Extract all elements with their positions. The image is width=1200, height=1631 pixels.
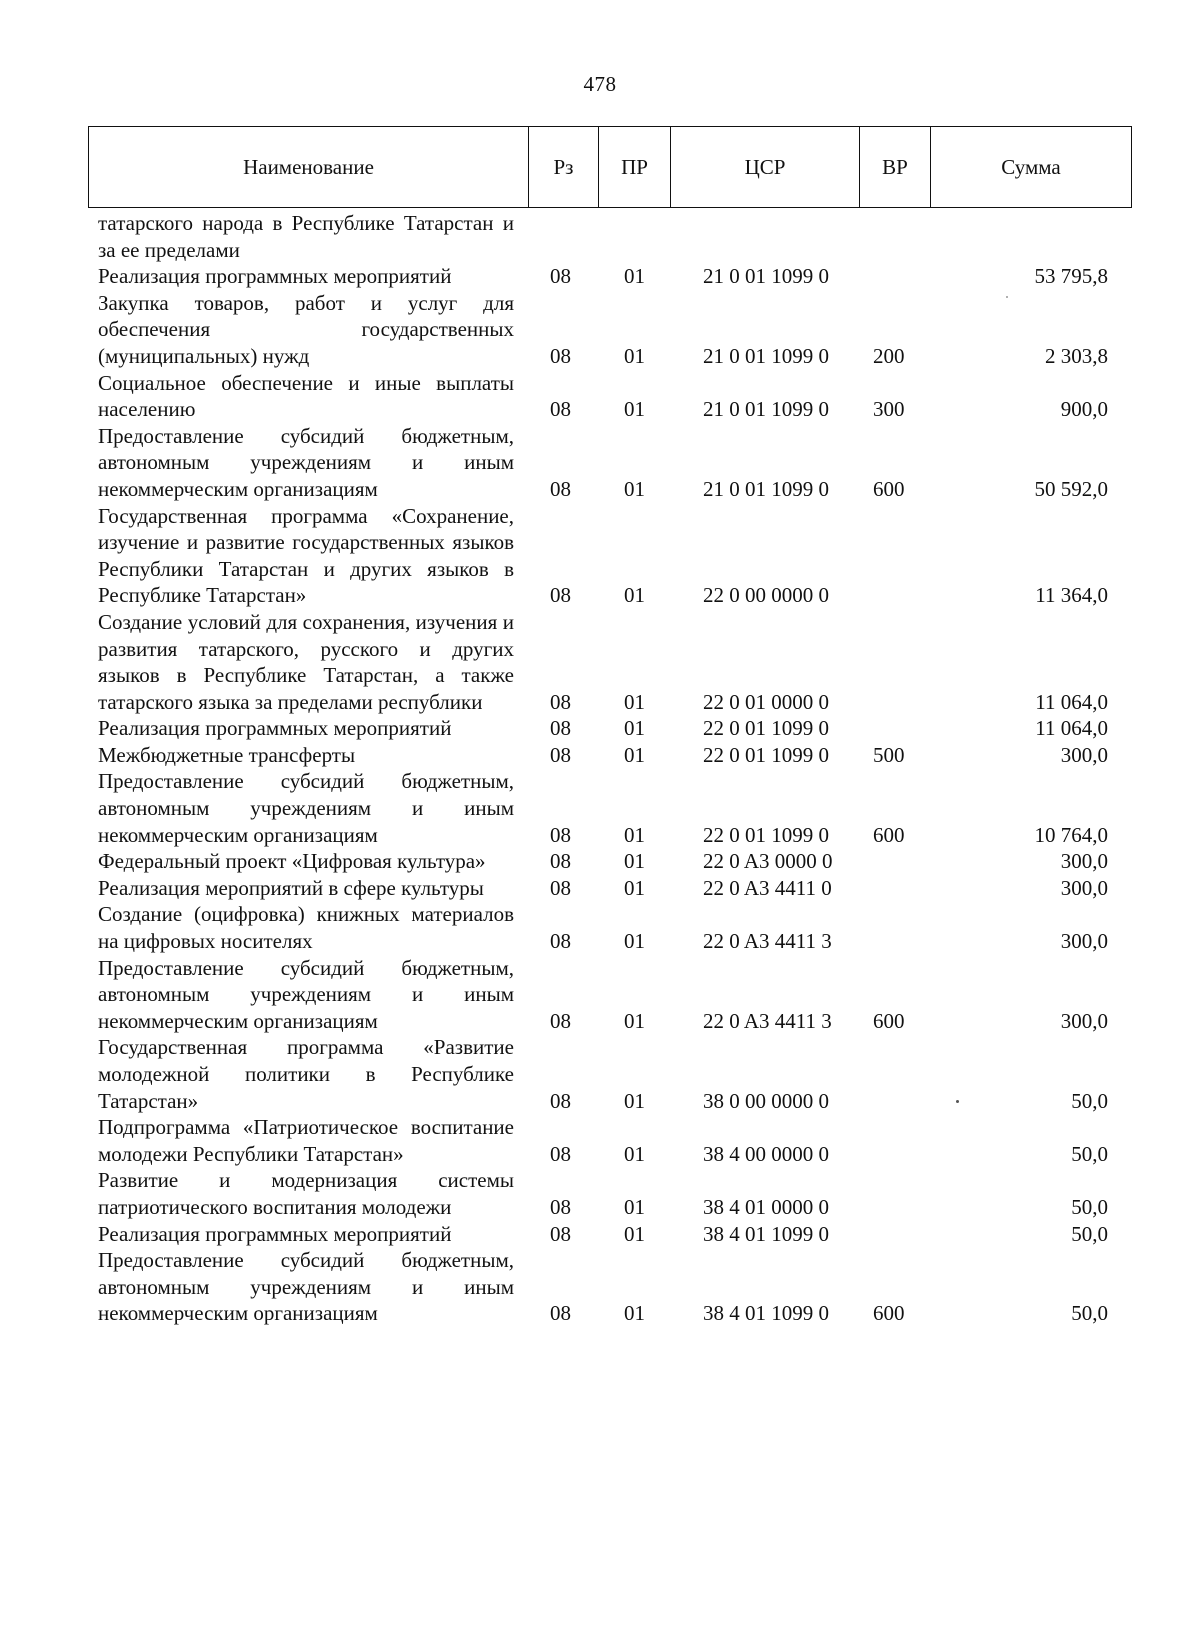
scan-speck — [956, 1100, 959, 1103]
table-row — [98, 742, 1132, 769]
row-sum: 300,0 — [1060, 875, 1108, 900]
row-sum: 53 795,8 — [1034, 264, 1108, 289]
header-csr: ЦСР — [671, 127, 860, 207]
row-pr: 01 — [624, 1141, 645, 1166]
row-name: Социальное обеспечение и иные выплаты населению — [98, 370, 514, 422]
row-name: Реализация мероприятий в сфере культуры — [98, 875, 484, 900]
row-sum: 50,0 — [1071, 1088, 1108, 1113]
row-vr: 600 — [873, 1008, 905, 1033]
row-rz: 08 — [550, 929, 571, 954]
table-row — [98, 715, 1132, 742]
table-row — [98, 609, 1132, 715]
page-number: 478 — [583, 72, 617, 96]
row-sum: 300,0 — [1060, 742, 1108, 767]
row-rz: 08 — [550, 343, 571, 368]
row-rz: 08 — [550, 397, 571, 422]
row-name: Федеральный проект «Цифровая культура» — [98, 849, 486, 874]
header-rz: Рз — [529, 127, 599, 207]
row-sum: 50,0 — [1071, 1194, 1108, 1219]
row-sum: 11 364,0 — [1035, 583, 1108, 608]
row-sum: 50,0 — [1071, 1221, 1108, 1246]
row-name: татарского народа в Республике Татарстан и за ее пределами — [98, 211, 514, 262]
row-csr: 38 4 01 1099 0 — [703, 1301, 829, 1326]
row-pr: 01 — [624, 849, 645, 874]
row-vr: 500 — [873, 742, 905, 767]
row-csr: 22 0 01 1099 0 — [703, 716, 829, 741]
row-pr: 01 — [624, 1301, 645, 1326]
row-sum: 11 064,0 — [1035, 716, 1108, 741]
row-csr: 22 0 A3 0000 0 — [703, 849, 833, 874]
row-name: Предоставление субсидий бюджетным, автономным учреждениям и иным некоммерческим организациям — [98, 769, 514, 847]
table-row — [98, 290, 1132, 370]
header-vr: ВР — [860, 127, 931, 207]
row-name: Государственная программа «Развитие молодежной политики в Республике Татарстан» — [98, 1035, 514, 1113]
row-csr: 21 0 01 1099 0 — [703, 397, 829, 422]
header-sum: Сумма — [1001, 154, 1061, 179]
row-csr: 22 0 A3 4411 0 — [703, 875, 832, 900]
row-name: Реализация программных мероприятий — [98, 264, 452, 289]
row-rz: 08 — [550, 1008, 571, 1033]
row-pr: 01 — [624, 264, 645, 289]
row-pr: 01 — [624, 476, 645, 501]
row-rz: 08 — [550, 1301, 571, 1326]
row-name: Реализация программных мероприятий — [98, 1221, 452, 1246]
row-pr: 01 — [624, 716, 645, 741]
row-vr: 200 — [873, 343, 905, 368]
row-csr: 22 0 01 0000 0 — [703, 689, 829, 714]
table-body — [98, 210, 1132, 1327]
row-rz: 08 — [550, 849, 571, 874]
table-row — [98, 370, 1132, 423]
header-name: Наименование — [89, 127, 529, 207]
row-name: Предоставление субсидий бюджетным, автономным учреждениям и иным некоммерческим организациям — [98, 1248, 514, 1326]
row-pr: 01 — [624, 689, 645, 714]
table-row — [98, 848, 1132, 875]
row-pr: 01 — [624, 742, 645, 767]
row-sum: 50,0 — [1071, 1301, 1108, 1326]
row-csr: 38 4 01 1099 0 — [703, 1221, 829, 1246]
row-pr: 01 — [624, 1088, 645, 1113]
row-csr: 38 0 00 0000 0 — [703, 1088, 829, 1113]
row-rz: 08 — [550, 822, 571, 847]
table-row — [98, 1167, 1132, 1220]
header-pr: ПР — [599, 127, 671, 207]
row-pr: 01 — [624, 343, 645, 368]
table-row — [98, 503, 1132, 609]
table-row — [98, 1247, 1132, 1327]
row-rz: 08 — [550, 583, 571, 608]
row-sum: 50,0 — [1071, 1141, 1108, 1166]
table-row — [98, 1221, 1132, 1248]
row-csr: 22 0 01 1099 0 — [703, 822, 829, 847]
row-csr: 22 0 A3 4411 3 — [703, 1008, 832, 1033]
row-vr: 600 — [873, 822, 905, 847]
row-rz: 08 — [550, 875, 571, 900]
row-sum: 900,0 — [1060, 397, 1108, 422]
row-rz: 08 — [550, 264, 571, 289]
row-csr: 22 0 01 1099 0 — [703, 742, 829, 767]
row-pr: 01 — [624, 1008, 645, 1033]
row-rz: 08 — [550, 476, 571, 501]
row-sum: 300,0 — [1060, 849, 1108, 874]
row-csr: 22 0 00 0000 0 — [703, 583, 829, 608]
table-row — [98, 875, 1132, 902]
row-pr: 01 — [624, 583, 645, 608]
row-rz: 08 — [550, 1221, 571, 1246]
row-sum: 50 592,0 — [1034, 476, 1108, 501]
row-name: Развитие и модернизация системы патриотического воспитания молодежи — [98, 1168, 514, 1219]
row-pr: 01 — [624, 929, 645, 954]
row-vr: 600 — [873, 476, 905, 501]
row-name: Предоставление субсидий бюджетным, автономным учреждениям и иным некоммерческим организациям — [98, 423, 514, 501]
row-pr: 01 — [624, 1221, 645, 1246]
row-sum: 300,0 — [1060, 1008, 1108, 1033]
row-csr: 22 0 A3 4411 3 — [703, 929, 832, 954]
row-name: Создание (оцифровка) книжных материалов на цифровых носителях — [98, 902, 514, 954]
row-sum: 300,0 — [1060, 929, 1108, 954]
row-pr: 01 — [624, 397, 645, 422]
row-name: Государственная программа «Сохранение, изучение и развитие государственных языков Республики Татарстан и других языков в Республике Татарстан» — [98, 503, 514, 608]
row-name: Реализация программных мероприятий — [98, 716, 452, 741]
row-name: Подпрограмма «Патриотическое воспитание молодежи Республики Татарстан» — [98, 1115, 514, 1166]
table-row — [98, 423, 1132, 503]
row-csr: 38 4 00 0000 0 — [703, 1141, 829, 1166]
table-row — [98, 901, 1132, 954]
row-vr: 300 — [873, 397, 905, 422]
row-sum: 10 764,0 — [1034, 822, 1108, 847]
row-csr: 38 4 01 0000 0 — [703, 1194, 829, 1219]
row-rz: 08 — [550, 1194, 571, 1219]
table-row — [98, 768, 1132, 848]
row-rz: 08 — [550, 742, 571, 767]
row-csr: 21 0 01 1099 0 — [703, 476, 829, 501]
table-row — [98, 955, 1132, 1035]
row-vr: 600 — [873, 1301, 905, 1326]
row-pr: 01 — [624, 822, 645, 847]
row-rz: 08 — [550, 1088, 571, 1113]
row-csr: 21 0 01 1099 0 — [703, 343, 829, 368]
table-row — [98, 1114, 1132, 1167]
row-name: Межбюджетные трансферты — [98, 742, 356, 767]
row-pr: 01 — [624, 875, 645, 900]
row-rz: 08 — [550, 689, 571, 714]
row-pr: 01 — [624, 1194, 645, 1219]
row-rz: 08 — [550, 716, 571, 741]
row-rz: 08 — [550, 1141, 571, 1166]
row-name: Закупка товаров, работ и услуг для обеспечения государственных (муниципальных) нужд — [98, 290, 514, 368]
table-row — [98, 210, 1132, 263]
table-header — [88, 126, 1132, 208]
table-row — [98, 1034, 1132, 1114]
row-name: Предоставление субсидий бюджетным, автономным учреждениям и иным некоммерческим организациям — [98, 955, 514, 1033]
scan-speck — [1006, 296, 1008, 298]
row-name: Создание условий для сохранения, изучения и развития татарского, русского и других языков в Республике Татарстан, а также татарского языка за пределами республики — [98, 609, 514, 714]
row-csr: 21 0 01 1099 0 — [703, 264, 829, 289]
row-sum: 11 064,0 — [1035, 689, 1108, 714]
row-sum: 2 303,8 — [1045, 343, 1108, 368]
table-row — [98, 263, 1132, 290]
